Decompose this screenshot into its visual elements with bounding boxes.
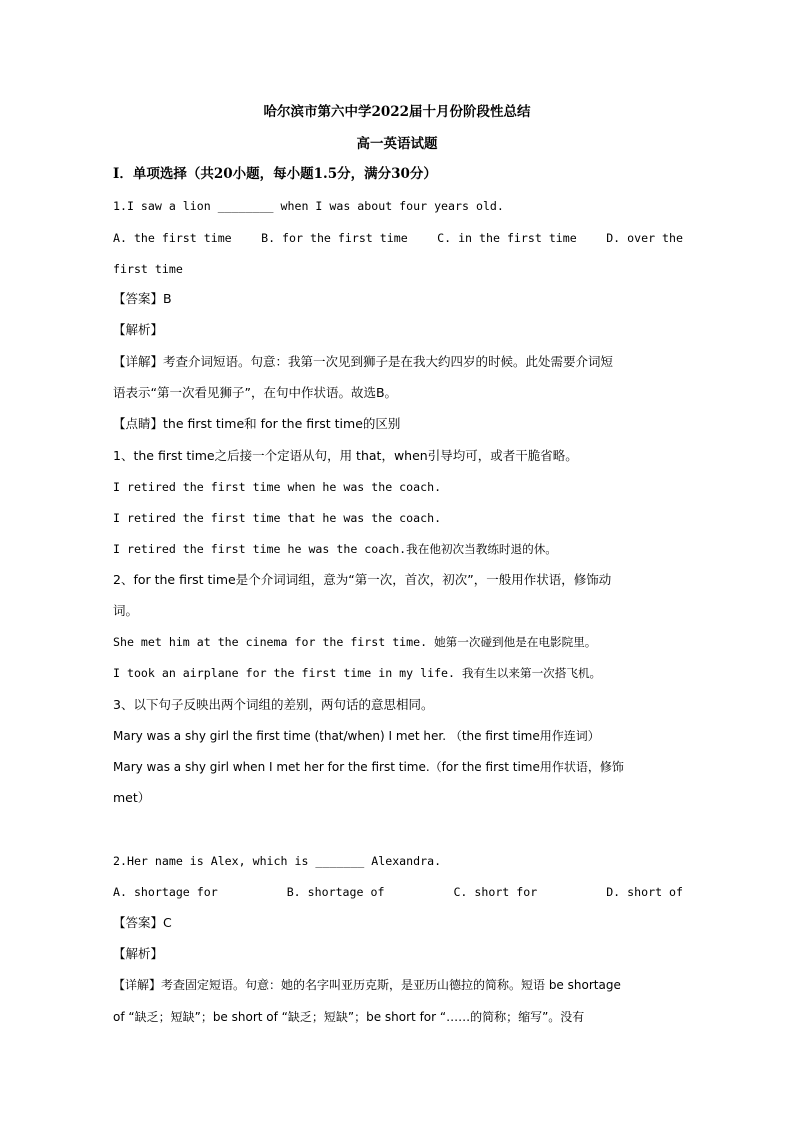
question-2-answer: 【答案】C	[113, 915, 172, 930]
question-1-options-wrap: first time	[113, 262, 183, 276]
example-6: Mary was a shy girl the first time (that/when) I met her. （the first time用作连词）	[113, 729, 600, 743]
option-a: A. shortage for	[113, 885, 218, 899]
example-7: Mary was a shy girl when I met her for the first time.（for the first time用作状语，修饰	[113, 760, 624, 774]
option-c: C. in the first time	[437, 231, 577, 245]
option-b: B. for the first time	[261, 231, 408, 245]
question-2-analysis-label: 【解析】	[113, 946, 164, 961]
option-b: B. shortage of	[286, 885, 385, 899]
tip-point-2: 2、for the first time是个介词词组，意为“第一次，首次，初次”，一般用作状语，修饰动	[113, 572, 612, 587]
option-a: A. the first time	[113, 231, 232, 245]
tip-point-2-wrap: 词。	[113, 603, 139, 618]
question-2-detail-line-2: of “缺乏；短缺”；be short of “缺乏；短缺”；be short for “……的简称；缩写”。没有	[113, 1010, 585, 1024]
question-1-detail-line-1: 【详解】考查介词短语。句意：我第一次见到狮子是在我大约四岁的时候。此处需要介词短	[113, 354, 614, 369]
question-2-detail-line-1: 【详解】考查固定短语。句意：她的名字叫亚历克斯，是亚历山德拉的简称。短语 be shortage	[113, 978, 621, 992]
question-1-detail-line-2: 语表示“第一次看见狮子”，在句中作状语。故选B。	[113, 385, 398, 400]
example-7-wrap: met）	[113, 790, 151, 805]
example-4: She met him at the cinema for the first time. 她第一次碰到他是在电影院里。	[113, 635, 597, 649]
question-2-stem: 2.Her name is Alex, which is _______ Alexandra.	[113, 854, 442, 868]
example-5: I took an airplane for the first time in my life. 我有生以来第一次搭飞机。	[113, 666, 602, 680]
question-1-answer: 【答案】B	[113, 291, 172, 306]
question-1-tip: 【点睛】the first time和 for the first time的区别	[113, 416, 401, 431]
option-d: D. over the	[606, 231, 683, 245]
question-1-stem: 1.I saw a lion ________ when I was about four years old.	[113, 199, 504, 213]
example-2: I retired the first time that he was the coach.	[113, 511, 442, 525]
tip-point-1: 1、the first time之后接一个定语从句，用 that，when引导均可，或者干脆省略。	[113, 448, 578, 463]
question-2-options	[113, 883, 683, 901]
section-heading: I．单项选择（共20小题，每小题1.5分，满分30分）	[113, 166, 437, 182]
question-1-options	[113, 229, 683, 247]
option-c: C. short for	[453, 885, 538, 899]
question-1-analysis-label: 【解析】	[113, 322, 164, 337]
tip-point-3: 3、以下句子反映出两个词组的差别，两句话的意思相同。	[113, 697, 434, 712]
example-3: I retired the first time he was the coach.我在他初次当教练时退的休。	[113, 542, 557, 556]
document-title: 哈尔滨市第六中学2022届十月份阶段性总结	[263, 104, 531, 120]
document-subtitle: 高一英语试题	[356, 136, 438, 152]
option-d: D. short of	[606, 885, 683, 899]
example-1: I retired the first time when he was the coach.	[113, 480, 442, 494]
